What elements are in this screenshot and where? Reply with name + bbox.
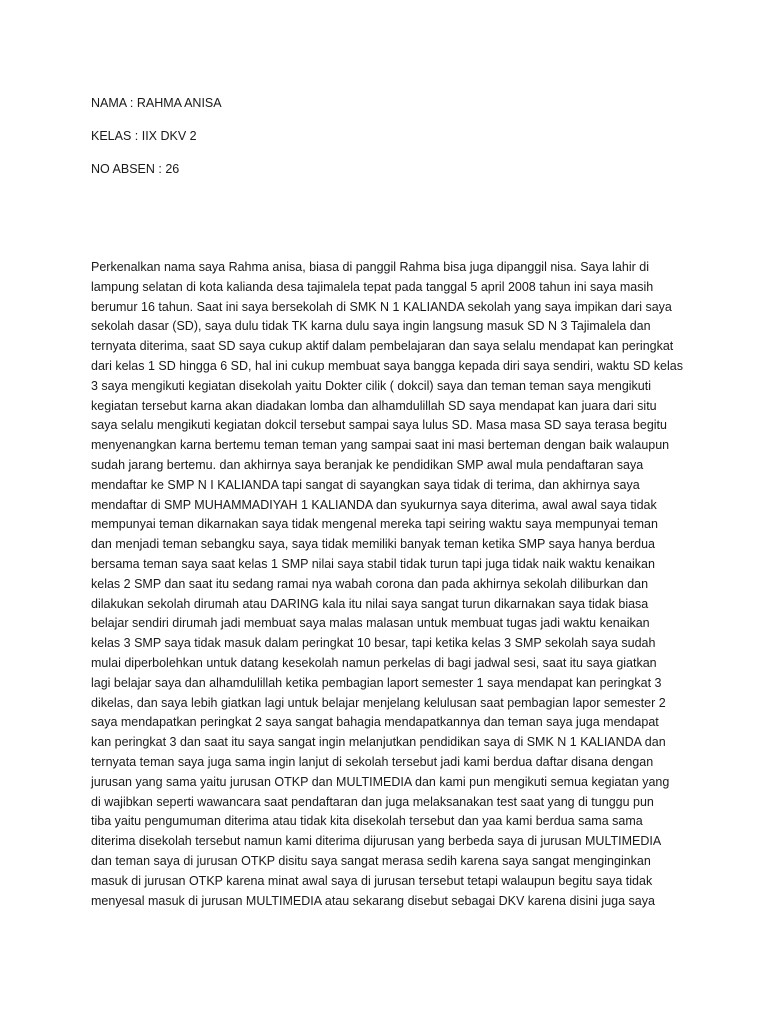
paragraph-line: ternyata diterima, saat SD saya cukup aktif dalam pembelajaran dan saya selalu mendapat kan peringkat	[91, 339, 674, 354]
paragraph-line: kegiatan tersebut karna akan diadakan lomba dan alhamdulillah SD saya mendapat kan juara dari situ	[91, 398, 657, 413]
paragraph-line: saya mendapatkan peringkat 2 saya sangat bahagia mendapatkannya dan teman saya juga mendapat	[91, 715, 659, 730]
paragraph-line: tiba yaitu pengumuman diterima atau tidak kita disekolah tersebut dan yaa kami berdua sama sama	[91, 814, 643, 829]
paragraph-line: menyenangkan karna bertemu teman teman yang sampai saat ini masi berteman dengan baik walaupun	[91, 438, 670, 453]
paragraph-line: mempunyai teman dikarnakan saya tidak mengenal mereka tapi seiring waktu saya mempunyai teman	[91, 517, 658, 532]
paragraph-line: mendaftar di SMP MUHAMMADIYAH 1 KALIANDA dan syukurnya saya diterima, awal awal saya tidak	[91, 497, 657, 512]
paragraph-line: Perkenalkan nama saya Rahma anisa, biasa di panggil Rahma bisa juga dipanggil nisa. Saya lahir di	[91, 260, 649, 274]
paragraph-line: diterima disekolah tersebut namun kami diterima dijurusan yang berbeda saya di jurusan MULTIMEDIA	[91, 834, 662, 849]
paragraph-line: saya selalu mengikuti kegiatan dokcil tersebut sampai saya lulus SD. Masa masa SD saya terasa begitu	[91, 418, 667, 433]
paragraph-line: 3 saya mengikuti kegiatan disekolah yaitu Dokter cilik ( dokcil) saya dan teman teman saya mengikuti	[91, 378, 651, 393]
paragraph-line: kelas 2 SMP dan saat itu sedang ramai nya wabah corona dan pada akhirnya sekolah diliburkan dan	[91, 576, 649, 591]
paragraph-line: sekolah dasar (SD), saya dulu tidak TK karna dulu saya ingin langsung masuk SD N 3 Tajimalela dan	[91, 319, 651, 334]
paragraph-line: lampung selatan di kota kalianda desa tajimalela tepat pada tanggal 5 april 2008 tahun ini saya masih	[91, 279, 654, 294]
paragraph-line: mulai diperbolehkan untuk datang kesekolah namun perkelas di bagi jadwal sesi, saat itu saya giatkan	[91, 655, 657, 670]
paragraph-line: ternyata teman saya juga sama ingin lanjut di sekolah tersebut jadi kami berdua daftar disana dengan	[91, 754, 654, 769]
paragraph-line: kan peringkat 3 dan saat itu saya sangat ingin melanjutkan pendidikan saya di SMK N 1 KALIANDA dan	[91, 735, 666, 750]
paragraph-line: masuk di jurusan OTKP karena minat awal saya di jurusan tersebut tetapi walaupun begitu saya tidak	[91, 873, 653, 888]
paragraph-line: dilakukan sekolah dirumah atau DARING kala itu nilai saya sangat turun dikarnakan saya tidak biasa	[91, 596, 649, 611]
student-name: NAMA : RAHMA ANISA	[91, 96, 222, 110]
paragraph-line: jurusan yang sama yaitu jurusan OTKP dan MULTIMEDIA dan kami pun mengikuti semua kegiatan yang	[91, 774, 670, 789]
paragraph-line: dari kelas 1 SD hingga 6 SD, hal ini cukup membuat saya bangga kepada diri saya sendiri, waktu SD kelas	[91, 358, 683, 373]
paragraph-line: mendaftar ke SMP N I KALIANDA tapi sangat di sayangkan saya tidak di terima, dan akhirnya saya	[91, 477, 640, 492]
paragraph-line: kelas 3 SMP saya tidak masuk dalam peringkat 10 besar, tapi ketika kelas 3 SMP sekolah saya sudah	[91, 636, 656, 651]
student-attendance-number: NO ABSEN : 26	[91, 162, 180, 176]
paragraph-line: di wajibkan seperti wawancara saat pendaftaran dan juga melaksanakan test saat yang di tunggu pun	[91, 794, 654, 809]
paragraph-line: menyesal masuk di jurusan MULTIMEDIA atau sekarang disebut sebagai DKV karena disini juga saya	[91, 893, 655, 908]
paragraph-line: berumur 16 tahun. Saat ini saya bersekolah di SMK N 1 KALIANDA sekolah yang saya impikan dari saya	[91, 299, 672, 314]
paragraph-line: dan menjadi teman sebangku saya, saya tidak memiliki banyak teman ketika SMP saya hanya berdua	[91, 537, 655, 552]
paragraph-line: lagi belajar saya dan alhamdulillah ketika pembagian laport semester 1 saya mendapat kan peringkat 3	[91, 675, 662, 690]
paragraph-line: dikelas, dan saya lebih giatkan lagi untuk belajar menjelang kelulusan saat pembagian lapor semester 2	[91, 695, 666, 710]
paragraph-line: sudah jarang bertemu. dan akhirnya saya beranjak ke pendidikan SMP awal mula pendaftaran saya	[91, 457, 644, 472]
student-class: KELAS : IIX DKV 2	[91, 129, 197, 143]
essay-paragraph	[91, 258, 681, 911]
paragraph-line: bersama teman saya saat kelas 1 SMP nilai saya stabil tidak turun tapi juga tidak naik waktu kenaikan	[91, 556, 655, 571]
paragraph-line: belajar sendiri dirumah jadi membuat saya malas malasan untuk membuat tugas jadi waktu kenaikan	[91, 616, 650, 631]
paragraph-line: dan teman saya di jurusan OTKP disitu saya sangat merasa sedih karena saya sangat menginginkan	[91, 853, 651, 868]
